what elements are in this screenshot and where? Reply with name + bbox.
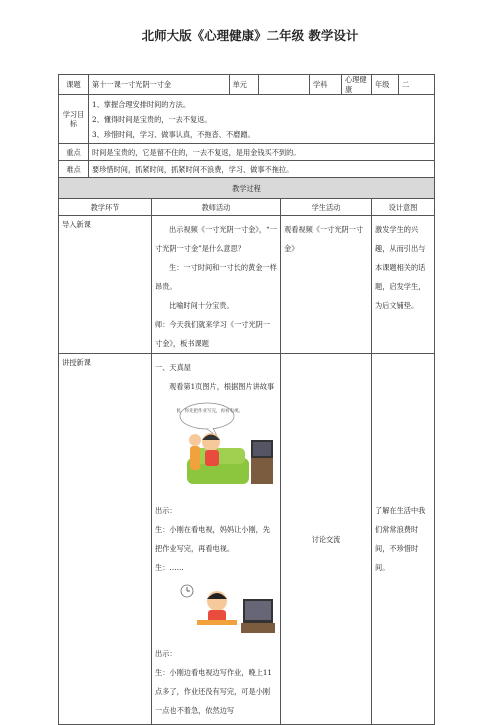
header-intent: 设计意图 bbox=[372, 199, 435, 216]
lesson-line: 观看第1页图片，根据图片讲故事 bbox=[169, 382, 275, 392]
intro-teacher-line: 比喻时间十分宝贵。 bbox=[169, 301, 234, 311]
lesson-plan-table bbox=[58, 74, 435, 725]
intro-student: 观看视频《一寸光阴一寸金》 bbox=[284, 225, 364, 254]
lesson-intent-text: 了解在生活中我们常常浪费时间，不珍惜时间。 bbox=[375, 506, 426, 573]
difficulty-label: 难点 bbox=[59, 161, 89, 178]
intro-intent: 激发学生的兴趣，从而引出与本课题相关的话题，启发学生，为后文铺垫。 bbox=[375, 225, 426, 311]
goals-list bbox=[89, 95, 435, 144]
illustration-tv-mom bbox=[177, 400, 277, 495]
header-teacher: 教师活动 bbox=[152, 199, 281, 216]
goal-item: 2、懂得时间是宝贵的，一去不复返。 bbox=[92, 114, 212, 124]
key-point-value: 时间是宝贵的，它是留不住的，一去不复返，是用金钱买不到的。 bbox=[89, 144, 435, 161]
document-title: 北师大版《心理健康》二年级 教学设计 bbox=[141, 28, 359, 43]
goal-item: 3、珍惜时间，学习、做事认真，不拖沓、不磨蹭。 bbox=[92, 129, 255, 139]
intro-teacher-line: 生：一寸时间和一寸长的黄金一样昂贵。 bbox=[155, 263, 277, 292]
show-label: 出示： bbox=[155, 648, 177, 658]
header-student: 学生活动 bbox=[281, 199, 372, 216]
svg-text:小刚，你先把作业写完，再看电视。 bbox=[177, 407, 243, 414]
lesson-section: 一、天真屋 bbox=[155, 363, 191, 373]
lesson-teacher bbox=[152, 354, 281, 725]
illustration-homework-tv bbox=[177, 581, 277, 638]
grade-label: 年级 bbox=[372, 75, 399, 95]
topic-value: 第十一课一寸光阴一寸金 bbox=[89, 75, 230, 95]
intro-stage: 导入新课 bbox=[59, 216, 152, 354]
dialog-line: 生：小刚在看电视，妈妈让小刚，先把作业写完，再看电视。 bbox=[155, 525, 271, 554]
unit-value bbox=[258, 75, 309, 95]
dialog-line: 生：小刚边看电视边写作业，晚上11点多了，作业还没有写完，可是小刚一点也不着急，依然边写 bbox=[155, 667, 272, 715]
bubble-text: 小刚，你先把作业写完，再看电视。 bbox=[177, 409, 243, 415]
intro-teacher-line: 师：今天我们就来学习《一寸光阴一寸金》，板书课题 bbox=[155, 320, 271, 349]
subject-label: 学科 bbox=[310, 75, 342, 95]
topic-label: 课题 bbox=[59, 75, 89, 95]
lesson-student: 讨论交流 bbox=[281, 354, 372, 725]
show-label: 出示： bbox=[155, 506, 177, 516]
goal-item: 1、掌握合理安排时间的方法。 bbox=[92, 99, 191, 109]
lesson-stage: 讲授新课 bbox=[59, 354, 152, 725]
goals-label: 学习目标 bbox=[59, 95, 89, 144]
grade-value: 二 bbox=[399, 75, 435, 95]
dialog-dots: 生：…… bbox=[155, 563, 184, 573]
difficulty-value: 要珍惜时间，抓紧时间，抓紧时间不浪费，学习、做事不拖拉。 bbox=[89, 161, 435, 178]
process-title: 教学过程 bbox=[59, 178, 435, 199]
intro-teacher-line: 出示视频《一寸光阴一寸金》，“一寸光阴一寸金”是什么意思？ bbox=[155, 225, 277, 254]
header-stage: 教学环节 bbox=[59, 199, 152, 216]
subject-value: 心理健康 bbox=[342, 75, 372, 95]
unit-label: 单元 bbox=[229, 75, 258, 95]
intro-teacher bbox=[152, 216, 281, 354]
key-point-label: 重点 bbox=[59, 144, 89, 161]
lesson-intent bbox=[372, 354, 435, 725]
